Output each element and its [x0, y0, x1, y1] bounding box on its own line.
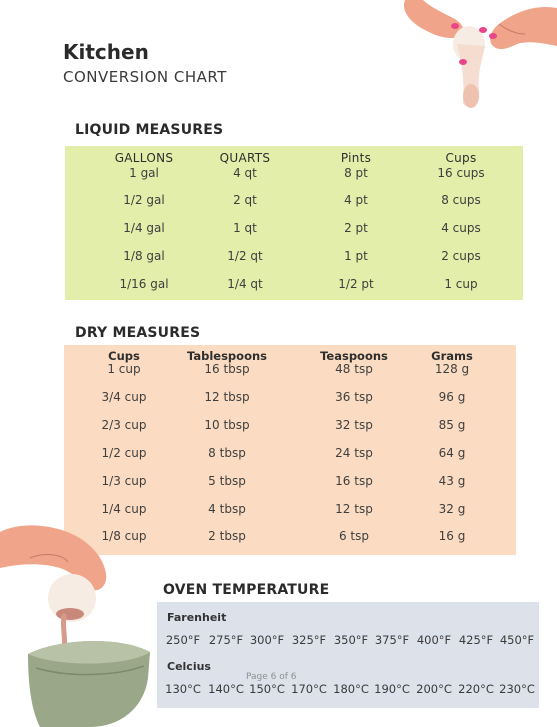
table-cell: 16 cups [437, 166, 485, 180]
temperature-value: 275°F [208, 633, 244, 647]
table-cell: 1/8 gal [123, 249, 165, 263]
temperature-value: 220°C [458, 682, 494, 696]
oven-temperature-heading: OVEN TEMPERATURE [163, 582, 330, 598]
temperature-value: 350°F [333, 633, 369, 647]
temperature-value: 325°F [291, 633, 327, 647]
column-header: QUARTS [219, 151, 271, 165]
table-cell: 85 g [438, 418, 466, 432]
temperature-value: 230°C [499, 682, 535, 696]
hands-cracking-egg-illustration [395, 0, 557, 120]
table-cell: 1/2 pt [338, 277, 374, 291]
table-cell: 48 tsp [335, 362, 373, 376]
table-cell: 2/3 cup [101, 418, 147, 432]
column-header: GALLONS [114, 151, 174, 165]
table-cell: 6 tsp [338, 529, 370, 543]
table-cell: 10 tbsp [204, 418, 250, 432]
table-cell: 1 cup [107, 362, 141, 376]
oven-temperature-table [157, 602, 539, 708]
page-title: Kitchen [63, 40, 149, 64]
table-cell: 1/2 gal [123, 193, 165, 207]
table-cell: 43 g [438, 474, 466, 488]
table-cell: 2 cups [441, 249, 481, 263]
table-cell: 1 pt [344, 249, 368, 263]
table-cell: 64 g [438, 446, 466, 460]
column-header: Teaspoons [320, 349, 388, 363]
table-cell: 4 pt [344, 193, 368, 207]
table-cell: 1/16 gal [119, 277, 169, 291]
temperature-value: 200°C [416, 682, 452, 696]
table-cell: 4 tbsp [208, 502, 246, 516]
fahrenheit-label: Farenheit [167, 611, 227, 624]
dry-measures-heading: DRY MEASURES [75, 325, 201, 341]
temperature-value: 150°C [249, 682, 285, 696]
table-cell: 2 pt [344, 221, 368, 235]
table-cell: 1/2 cup [101, 446, 147, 460]
table-cell: 2 qt [233, 193, 257, 207]
table-cell: 4 cups [441, 221, 481, 235]
table-cell: 1 qt [233, 221, 257, 235]
table-cell: 16 g [438, 529, 466, 543]
table-cell: 1 cup [444, 277, 478, 291]
table-cell: 12 tbsp [204, 390, 250, 404]
hand-pouring-bowl-illustration [0, 518, 160, 727]
temperature-value: 400°F [416, 633, 452, 647]
table-cell: 1/8 cup [101, 529, 147, 543]
temperature-value: 250°F [165, 633, 201, 647]
table-cell: 1/2 qt [227, 249, 263, 263]
table-cell: 3/4 cup [101, 390, 147, 404]
table-cell: 5 tbsp [208, 474, 246, 488]
temperature-value: 375°F [374, 633, 410, 647]
table-cell: 24 tsp [335, 446, 373, 460]
table-cell: 8 tbsp [208, 446, 246, 460]
temperature-value: 170°C [291, 682, 327, 696]
table-cell: 12 tsp [335, 502, 373, 516]
table-cell: 2 tbsp [208, 529, 246, 543]
table-cell: 36 tsp [335, 390, 373, 404]
table-cell: 32 tsp [335, 418, 373, 432]
table-cell: 1/4 qt [227, 277, 263, 291]
column-header: Cups [445, 151, 477, 165]
table-cell: 8 cups [441, 193, 481, 207]
table-cell: 1/4 gal [123, 221, 165, 235]
liquid-measures-table [65, 146, 523, 300]
celsius-label: Celcius [167, 660, 211, 673]
table-cell: 8 pt [344, 166, 368, 180]
table-cell: 32 g [438, 502, 466, 516]
temperature-value: 450°F [499, 633, 535, 647]
table-cell: 4 qt [233, 166, 257, 180]
temperature-value: 425°F [458, 633, 494, 647]
table-cell: 96 g [438, 390, 466, 404]
column-header: Tablespoons [186, 349, 268, 363]
table-cell: 16 tsp [335, 474, 373, 488]
table-cell: 1/4 cup [101, 502, 147, 516]
column-header: Pints [340, 151, 372, 165]
table-cell: 16 tbsp [204, 362, 250, 376]
table-cell: 1 gal [129, 166, 159, 180]
temperature-value: 180°C [333, 682, 369, 696]
temperature-value: 130°C [165, 682, 201, 696]
column-header: Grams [431, 349, 473, 363]
table-cell: 1/3 cup [101, 474, 147, 488]
column-header: Cups [108, 349, 140, 363]
page-number: Page 6 of 6 [246, 672, 297, 682]
temperature-value: 190°C [374, 682, 410, 696]
temperature-value: 140°C [208, 682, 244, 696]
temperature-value: 300°F [249, 633, 285, 647]
liquid-measures-heading: LIQUID MEASURES [75, 122, 224, 138]
table-cell: 128 g [434, 362, 470, 376]
page-subtitle: CONVERSION CHART [63, 68, 227, 86]
